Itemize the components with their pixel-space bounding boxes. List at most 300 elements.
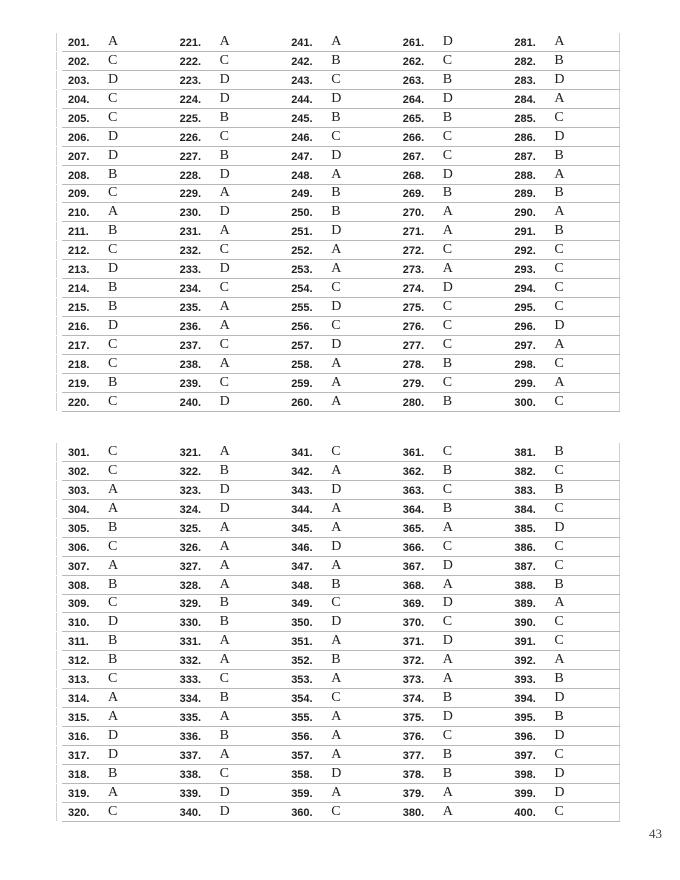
- question-number: 384.: [514, 503, 536, 516]
- answer-row: [285, 166, 397, 185]
- question-number: 251.: [291, 226, 313, 239]
- question-number: 295.: [514, 302, 536, 315]
- answer-letter: D: [331, 538, 342, 554]
- answer-row: [285, 241, 397, 260]
- answer-row: [397, 481, 509, 500]
- question-number: 216.: [68, 321, 90, 333]
- question-number: 232.: [179, 245, 202, 258]
- answer-letter: A: [219, 633, 230, 649]
- question-number: 341.: [291, 446, 313, 459]
- answer-row: [62, 355, 174, 374]
- answer-letter: C: [442, 336, 453, 352]
- question-number: 298.: [514, 358, 536, 371]
- answer-letter: B: [219, 462, 229, 478]
- question-number: 239.: [179, 377, 202, 390]
- answer-letter: A: [331, 709, 342, 725]
- answer-letter: D: [108, 318, 119, 333]
- answer-row: [174, 260, 286, 279]
- answer-row: [62, 241, 174, 260]
- answer-letter: A: [219, 223, 230, 239]
- answer-row: [397, 746, 509, 765]
- answer-row: [174, 462, 286, 481]
- answer-letter: A: [331, 393, 342, 409]
- question-number: 331.: [179, 636, 202, 649]
- question-number: 349.: [291, 598, 313, 611]
- answer-row: [174, 128, 286, 147]
- answer-row: [285, 519, 397, 538]
- answer-row: [397, 166, 509, 185]
- answer-row: [174, 279, 286, 298]
- answer-letter: A: [219, 576, 230, 592]
- question-number: 279.: [402, 377, 425, 390]
- answer-letter: B: [108, 374, 118, 390]
- question-number: 311.: [68, 636, 89, 649]
- question-number: 319.: [68, 787, 90, 800]
- answer-letter: A: [442, 803, 453, 819]
- answer-letter: A: [331, 728, 342, 743]
- answer-row: [285, 90, 397, 109]
- answer-row: [397, 393, 509, 412]
- answer-column: [174, 443, 286, 822]
- answer-letter: A: [442, 261, 453, 277]
- question-number: 299.: [514, 377, 536, 390]
- answer-letter: A: [554, 652, 565, 668]
- answer-row: [508, 519, 620, 538]
- question-number: 386.: [514, 541, 536, 554]
- answer-row: [285, 557, 397, 576]
- answer-row: [174, 393, 286, 412]
- question-number: 326.: [179, 541, 202, 554]
- answer-letter: C: [108, 595, 118, 611]
- question-number: 390.: [514, 617, 536, 630]
- question-number: 271.: [402, 226, 425, 239]
- question-number: 253.: [291, 264, 313, 277]
- answer-letter: C: [554, 355, 564, 371]
- question-number: 376.: [402, 731, 425, 743]
- question-number: 283.: [514, 74, 536, 87]
- question-number: 308.: [68, 579, 90, 592]
- answer-row: [285, 481, 397, 500]
- answer-letter: D: [331, 299, 342, 315]
- question-number: 322.: [179, 465, 202, 478]
- answer-letter: D: [442, 90, 453, 106]
- question-number: 211.: [68, 226, 89, 239]
- answer-letter: B: [219, 147, 229, 163]
- answer-row: [285, 185, 397, 204]
- answer-row: [62, 613, 174, 632]
- question-number: 346.: [291, 541, 313, 554]
- question-number: 289.: [514, 188, 536, 201]
- question-number: 243.: [291, 74, 313, 87]
- question-number: 355.: [291, 712, 313, 725]
- question-number: 294.: [514, 283, 536, 296]
- answer-row: [62, 90, 174, 109]
- answer-letter: D: [219, 784, 230, 800]
- answer-letter: D: [219, 204, 230, 220]
- answer-row: [62, 71, 174, 90]
- question-number: 333.: [179, 674, 202, 687]
- answer-row: [508, 128, 620, 147]
- question-number: 348.: [291, 579, 313, 592]
- question-number: 342.: [291, 465, 313, 478]
- question-number: 315.: [68, 712, 90, 725]
- answer-row: [285, 109, 397, 128]
- answer-letter: A: [331, 784, 342, 800]
- answer-row: [62, 557, 174, 576]
- question-number: 257.: [291, 339, 313, 352]
- answer-letter: A: [331, 671, 342, 687]
- answer-letter: B: [108, 519, 118, 535]
- question-number: 262.: [402, 55, 425, 68]
- question-number: 339.: [179, 787, 202, 800]
- answer-row: [397, 727, 509, 746]
- answer-row: [508, 613, 620, 632]
- answer-letter: B: [554, 481, 564, 497]
- question-number: 395.: [514, 712, 536, 725]
- question-number: 237.: [179, 339, 202, 352]
- answer-letter: D: [108, 128, 119, 144]
- answer-row: [174, 765, 286, 784]
- question-number: 314.: [68, 693, 90, 706]
- answer-column: [397, 443, 509, 822]
- answer-row: [508, 166, 620, 185]
- answer-row: [285, 651, 397, 670]
- answer-row: [397, 500, 509, 519]
- answer-letter: D: [442, 166, 453, 182]
- answer-letter: B: [554, 223, 564, 239]
- question-number: 310.: [68, 617, 90, 630]
- question-number: 387.: [514, 560, 536, 573]
- answer-letter: D: [442, 280, 453, 296]
- answer-row: [508, 576, 620, 595]
- answer-letter: D: [442, 595, 453, 611]
- question-number: 227.: [179, 150, 202, 163]
- question-number: 245.: [291, 112, 313, 125]
- question-number: 296.: [514, 321, 536, 333]
- answer-letter: A: [331, 462, 342, 478]
- answer-letter: D: [554, 519, 565, 535]
- question-number: 365.: [402, 522, 425, 535]
- answer-row: [397, 803, 509, 822]
- answer-letter: A: [554, 166, 565, 182]
- answer-row: [397, 670, 509, 689]
- question-number: 325.: [179, 522, 202, 535]
- answer-row: [508, 33, 620, 52]
- answer-row: [508, 71, 620, 90]
- question-number: 218.: [68, 358, 90, 371]
- answer-letter: A: [219, 557, 230, 573]
- answer-letter: D: [442, 557, 453, 573]
- answer-row: [285, 500, 397, 519]
- question-number: 399.: [514, 787, 536, 800]
- question-number: 259.: [291, 377, 313, 390]
- answer-letter: A: [108, 709, 119, 725]
- answer-letter: D: [331, 765, 342, 781]
- answer-row: [508, 317, 620, 336]
- answer-letter: C: [554, 261, 564, 277]
- answer-letter: C: [108, 109, 118, 125]
- answer-column: [285, 443, 397, 822]
- answer-letter: C: [219, 336, 229, 352]
- answer-letter: C: [442, 443, 453, 459]
- answer-letter: B: [442, 462, 453, 478]
- answer-letter: C: [554, 746, 564, 762]
- question-number: 383.: [514, 484, 536, 497]
- answer-letter: D: [219, 166, 230, 182]
- answer-row: [508, 279, 620, 298]
- question-number: 225.: [179, 112, 202, 125]
- answer-letter: C: [442, 538, 453, 554]
- question-number: 206.: [68, 131, 90, 144]
- answer-letter: A: [331, 33, 342, 49]
- question-number: 301.: [68, 446, 90, 459]
- question-number: 248.: [291, 169, 313, 182]
- answer-row: [397, 317, 509, 336]
- answer-letter: C: [442, 481, 453, 497]
- answer-row: [174, 727, 286, 746]
- answer-column: [397, 33, 509, 412]
- question-number: 400.: [514, 806, 536, 819]
- answer-columns: [62, 443, 620, 822]
- question-number: 285.: [514, 112, 536, 125]
- question-number: 217.: [68, 339, 90, 352]
- answer-row: [174, 166, 286, 185]
- answer-letter: A: [331, 166, 342, 182]
- question-number: 208.: [68, 169, 90, 182]
- question-number: 382.: [514, 465, 536, 478]
- answer-letter: B: [219, 595, 229, 611]
- answer-row: [62, 185, 174, 204]
- answer-row: [285, 203, 397, 222]
- answer-letter: D: [442, 709, 453, 725]
- question-number: 368.: [402, 579, 425, 592]
- question-number: 332.: [179, 655, 202, 668]
- answer-letter: A: [108, 500, 119, 516]
- question-number: 234.: [179, 283, 202, 296]
- question-number: 354.: [291, 693, 313, 706]
- question-number: 268.: [402, 169, 425, 182]
- answer-letter: D: [554, 765, 565, 781]
- answer-letter: C: [108, 185, 118, 201]
- answer-row: [285, 374, 397, 393]
- answer-letter: D: [331, 481, 342, 497]
- question-number: 249.: [291, 188, 313, 201]
- answer-row: [508, 727, 620, 746]
- answer-letter: D: [554, 318, 565, 333]
- answer-row: [174, 33, 286, 52]
- question-number: 398.: [514, 768, 536, 781]
- answer-letter: A: [331, 355, 342, 371]
- answer-row: [285, 222, 397, 241]
- answer-letter: C: [442, 299, 453, 315]
- answer-letter: A: [219, 355, 230, 371]
- question-number: 264.: [402, 93, 425, 106]
- answer-row: [174, 71, 286, 90]
- answer-letter: B: [554, 147, 564, 163]
- answer-column: [508, 33, 620, 412]
- answer-row: [62, 203, 174, 222]
- question-number: 250.: [291, 207, 313, 220]
- answer-row: [397, 336, 509, 355]
- answer-row: [174, 708, 286, 727]
- question-number: 284.: [514, 93, 536, 106]
- answer-row: [62, 803, 174, 822]
- answer-letter: C: [442, 52, 453, 68]
- page-number: 43: [649, 826, 662, 841]
- question-number: 309.: [68, 598, 90, 611]
- answer-letter: C: [108, 538, 118, 554]
- answer-row: [174, 538, 286, 557]
- answer-letter: A: [442, 652, 453, 668]
- answer-row: [62, 128, 174, 147]
- answer-row: [174, 52, 286, 71]
- answer-letter: B: [442, 746, 453, 762]
- question-number: 291.: [514, 226, 536, 239]
- answer-row: [508, 147, 620, 166]
- question-number: 290.: [514, 207, 536, 220]
- answer-letter: C: [108, 803, 118, 819]
- question-number: 357.: [291, 749, 313, 762]
- answer-row: [285, 147, 397, 166]
- answer-row: [397, 519, 509, 538]
- answer-row: [62, 746, 174, 765]
- answer-letter: B: [554, 671, 564, 687]
- answer-letter: A: [108, 690, 119, 706]
- question-number: 316.: [68, 731, 90, 743]
- answer-row: [508, 784, 620, 803]
- answer-letter: C: [442, 728, 453, 743]
- answer-letter: C: [554, 109, 564, 125]
- answer-row: [508, 203, 620, 222]
- answer-row: [397, 708, 509, 727]
- answer-row: [62, 260, 174, 279]
- question-number: 220.: [68, 396, 90, 409]
- answer-letter: C: [554, 299, 564, 315]
- question-number: 205.: [68, 112, 90, 125]
- answer-row: [174, 481, 286, 500]
- answer-letter: B: [554, 443, 564, 459]
- question-number: 379.: [402, 787, 425, 800]
- answer-letter: D: [219, 71, 230, 87]
- answer-letter: A: [442, 223, 453, 239]
- answer-letter: B: [554, 52, 564, 68]
- answer-row: [508, 260, 620, 279]
- answer-row: [62, 784, 174, 803]
- question-number: 288.: [514, 169, 536, 182]
- answer-letter: C: [442, 147, 453, 163]
- question-number: 335.: [179, 712, 202, 725]
- answer-column: [508, 443, 620, 822]
- answer-row: [285, 443, 397, 462]
- question-number: 270.: [402, 207, 425, 220]
- answer-row: [174, 241, 286, 260]
- answer-row: [62, 632, 174, 651]
- answer-letter: B: [554, 576, 564, 592]
- answer-row: [397, 109, 509, 128]
- question-number: 307.: [68, 560, 90, 573]
- answer-row: [285, 613, 397, 632]
- answer-row: [508, 185, 620, 204]
- answer-row: [285, 393, 397, 412]
- question-number: 214.: [68, 283, 90, 296]
- answer-letter: D: [219, 481, 230, 497]
- answer-row: [397, 765, 509, 784]
- question-number: 392.: [514, 655, 536, 668]
- question-number: 313.: [68, 674, 90, 687]
- answer-letter: B: [108, 223, 118, 239]
- answer-letter: A: [108, 481, 119, 497]
- answer-letter: D: [554, 728, 565, 743]
- answer-row: [397, 90, 509, 109]
- question-number: 235.: [179, 302, 202, 315]
- question-number: 241.: [291, 36, 313, 49]
- answer-row: [397, 52, 509, 71]
- question-number: 361.: [402, 446, 425, 459]
- answer-letter: B: [108, 280, 118, 296]
- question-number: 321.: [179, 446, 202, 459]
- answer-row: [62, 500, 174, 519]
- answer-letter: C: [331, 71, 341, 87]
- answer-letter: C: [554, 614, 564, 630]
- question-number: 371.: [402, 636, 425, 649]
- answer-row: [285, 595, 397, 614]
- answer-row: [508, 298, 620, 317]
- question-number: 370.: [402, 617, 425, 630]
- answer-row: [285, 746, 397, 765]
- question-number: 320.: [68, 806, 90, 819]
- question-number: 229.: [179, 188, 202, 201]
- answer-letter: C: [554, 557, 564, 573]
- answer-letter: B: [219, 109, 229, 125]
- answer-letter: B: [554, 709, 564, 725]
- question-number: 221.: [179, 36, 202, 49]
- question-number: 267.: [402, 150, 425, 163]
- answer-letter: A: [331, 633, 342, 649]
- answer-letter: D: [108, 147, 119, 163]
- answer-column: [285, 33, 397, 412]
- question-number: 385.: [514, 522, 536, 535]
- answer-row: [285, 803, 397, 822]
- question-number: 212.: [68, 245, 90, 258]
- question-number: 352.: [291, 655, 313, 668]
- answer-row: [285, 784, 397, 803]
- answer-row: [397, 595, 509, 614]
- answer-letter: D: [108, 728, 119, 743]
- answer-row: [397, 203, 509, 222]
- question-number: 209.: [68, 188, 90, 201]
- question-number: 223.: [179, 74, 202, 87]
- answer-letter: B: [554, 185, 564, 201]
- answer-letter: C: [442, 374, 453, 390]
- question-number: 219.: [68, 377, 90, 390]
- answer-letter: A: [108, 557, 119, 573]
- answer-letter: C: [442, 128, 453, 144]
- answer-letter: D: [219, 90, 230, 106]
- answer-letter: A: [331, 242, 342, 258]
- question-number: 265.: [402, 112, 425, 125]
- question-number: 380.: [402, 806, 425, 819]
- answer-row: [62, 689, 174, 708]
- question-number: 201.: [68, 36, 90, 49]
- answer-letter: C: [554, 393, 564, 409]
- question-number: 228.: [179, 169, 202, 182]
- answer-letter: D: [554, 128, 565, 144]
- answer-key-block-301-400: [62, 443, 620, 822]
- answer-row: [62, 462, 174, 481]
- question-number: 347.: [291, 560, 313, 573]
- question-number: 327.: [179, 560, 202, 573]
- question-number: 244.: [291, 93, 313, 106]
